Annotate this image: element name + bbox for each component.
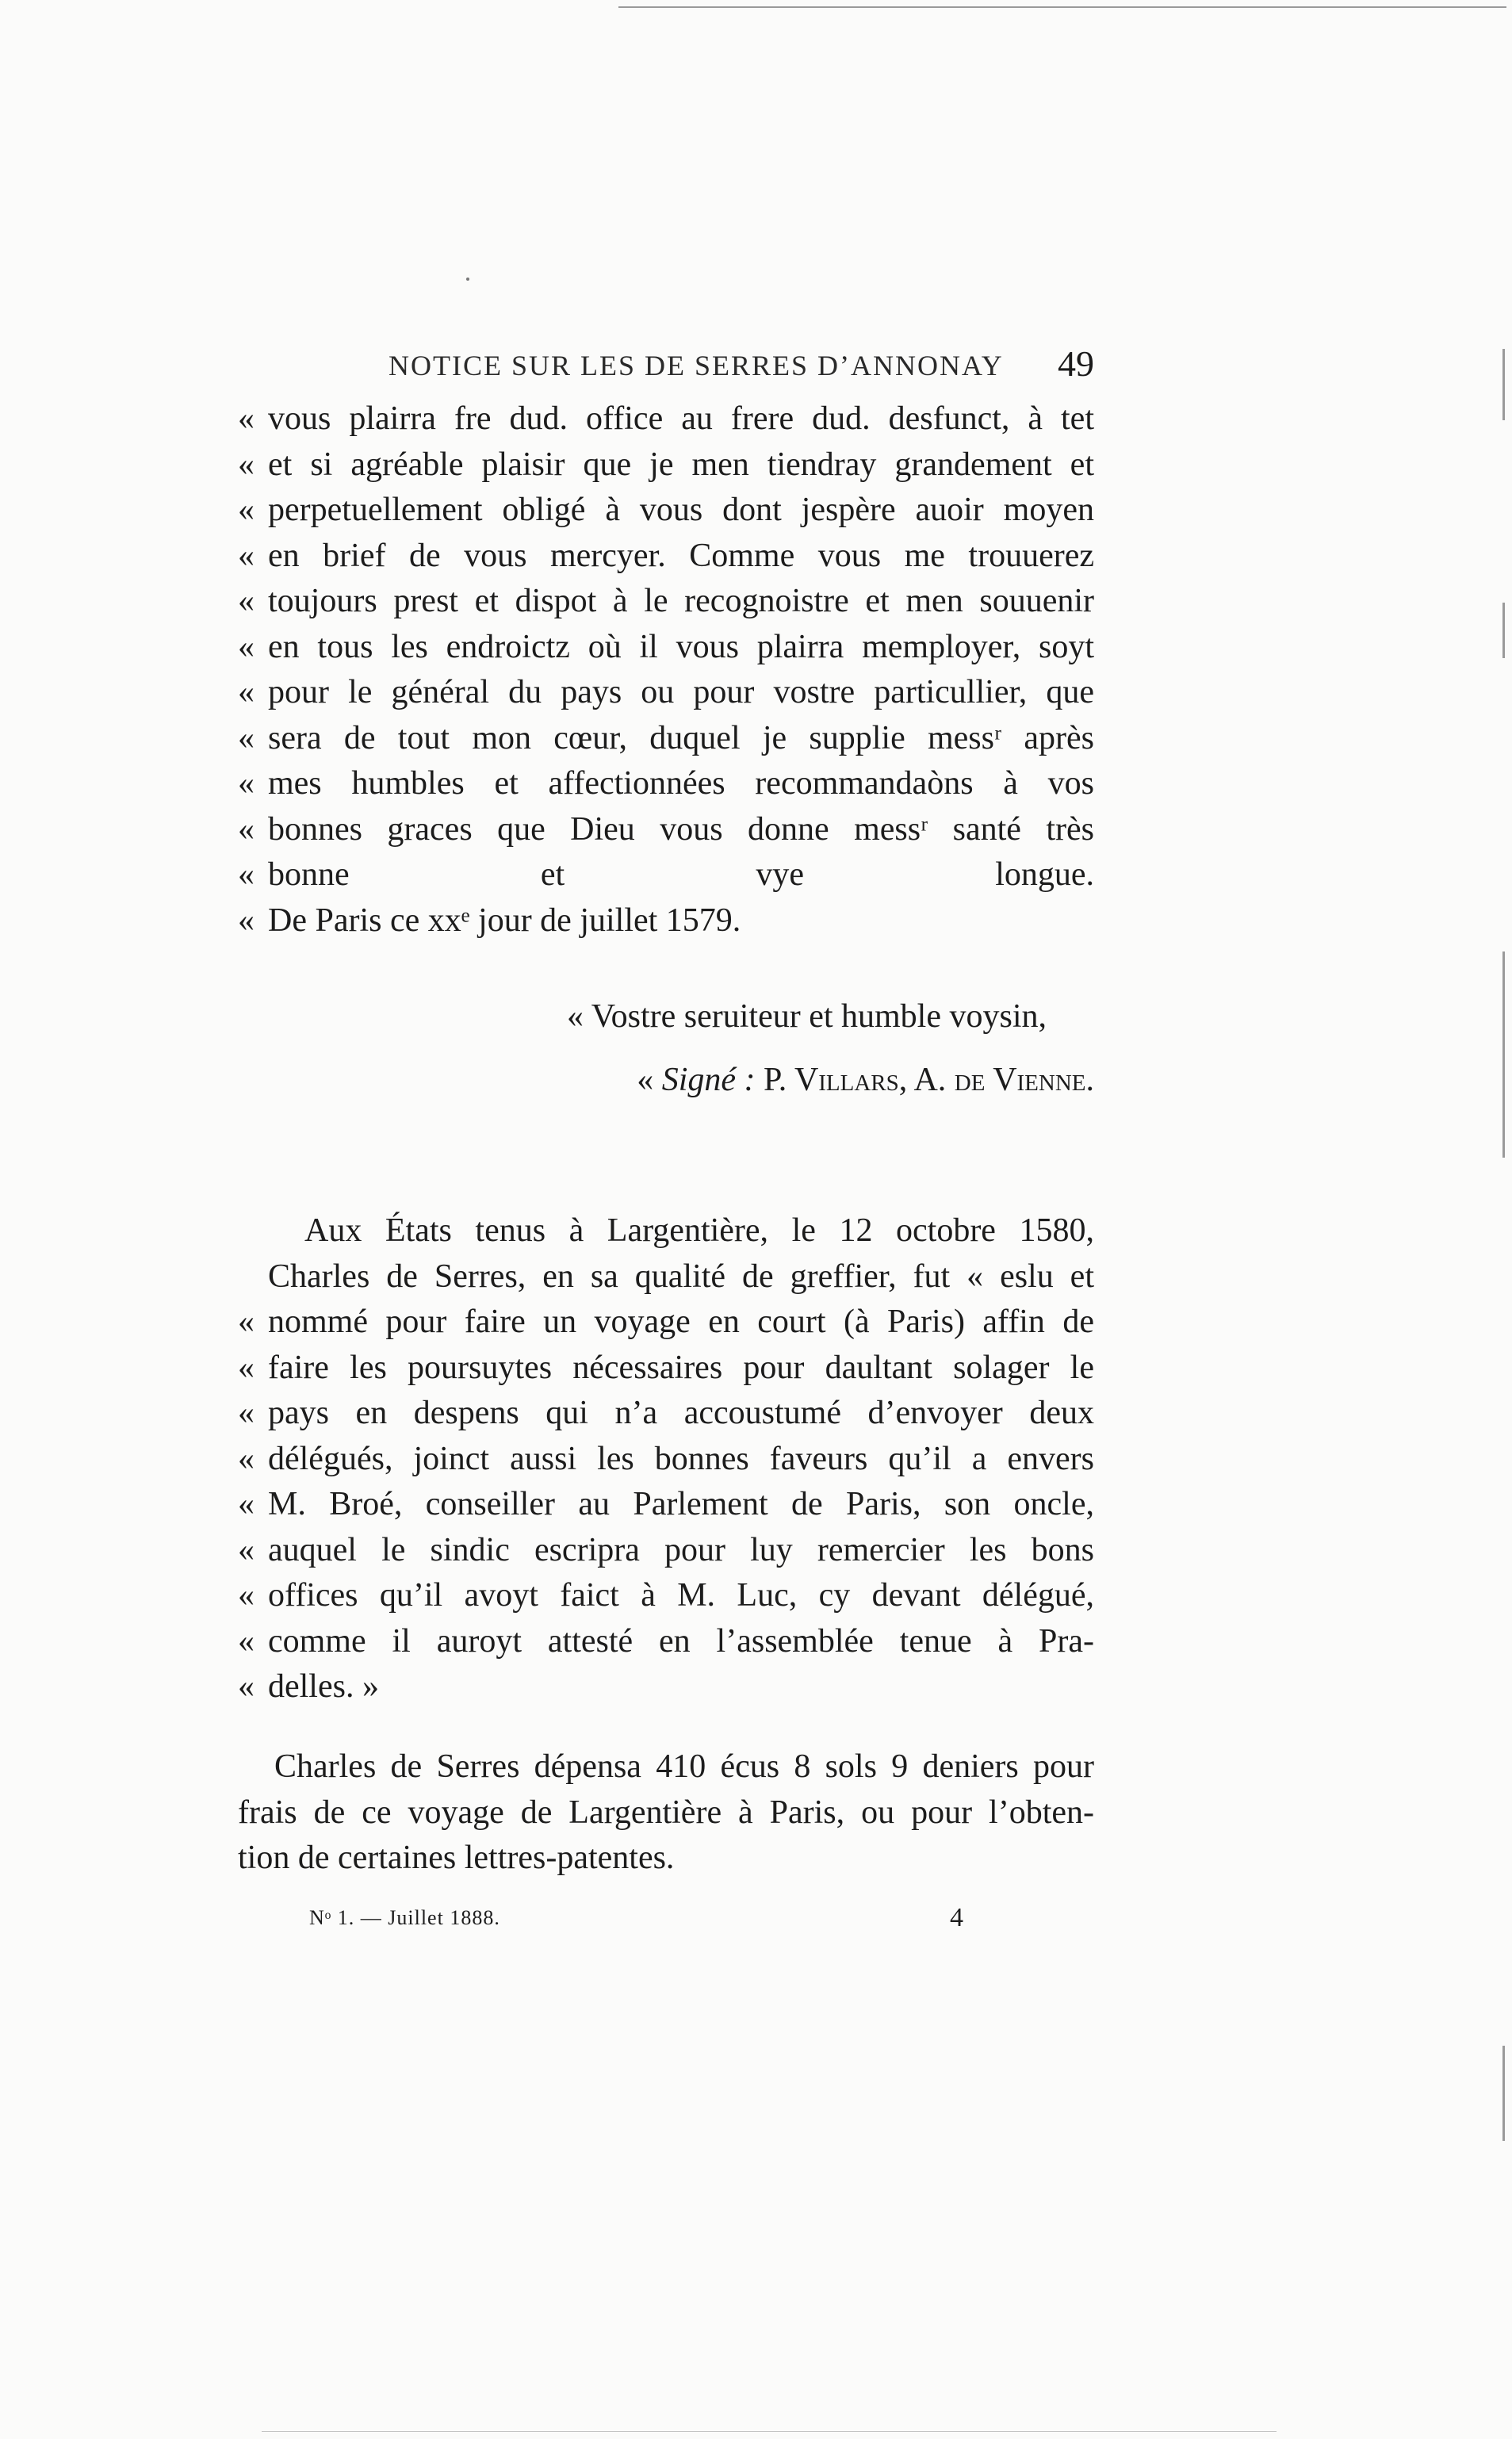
running-head-title: NOTICE SUR LES DE SERRES D’ANNONAY: [389, 350, 1004, 381]
quote-mark: «: [238, 1440, 255, 1477]
line-text: vous plairra fre dud. office au frere dud. desfunct, à tet: [268, 400, 1094, 437]
scan-right-edge-line: [1502, 951, 1505, 1158]
text-line: [238, 488, 1094, 534]
text-line: [238, 1437, 1094, 1483]
signatory-names: P. Villars, A. de Vienne.: [764, 1062, 1094, 1098]
text-line: [238, 1573, 1094, 1619]
scan-right-edge-line: [1502, 2046, 1505, 2141]
text-line: [238, 716, 1094, 762]
text-line: [238, 1664, 1094, 1710]
line-text: offices qu’il avoyt faict à M. Luc, cy devant délégué,: [268, 1577, 1094, 1614]
text-line: [238, 807, 1094, 853]
closing-formula: « Vostre seruiteur et humble voysin,: [566, 998, 1047, 1035]
scan-speck: [466, 278, 469, 281]
text-line: [238, 1528, 1094, 1574]
line-text: Charles de Serres, en sa qualité de greffier, fut « eslu et: [268, 1258, 1094, 1295]
text-line: [238, 1790, 1094, 1836]
signature-mark: 4: [950, 1903, 963, 1932]
line-text: perpetuellement obligé à vous dont jespère auoir moyen: [268, 492, 1094, 528]
line-text: faire les poursuytes nécessaires pour daultant solager le: [268, 1349, 1094, 1386]
text-line: [238, 1744, 1094, 1790]
line-text: Charles de Serres dépensa 410 écus 8 sols 9 deniers pour: [274, 1748, 1094, 1785]
signature-label: Signé :: [661, 1062, 756, 1098]
text-line: [238, 670, 1094, 716]
line-text: bonne et vye longue.: [268, 856, 1094, 893]
text-line: [238, 579, 1094, 625]
quote-mark: «: [238, 1486, 255, 1522]
text-line: [238, 534, 1094, 580]
line-text: pays en despens qui n’a accoustumé d’envoyer deux: [268, 1395, 1094, 1431]
line-text: tion de certaines lettres-patentes.: [238, 1840, 675, 1876]
paragraph-etats-largentiere: [238, 1208, 1094, 1710]
text-line: [238, 898, 1094, 944]
text-line: [238, 1391, 1094, 1437]
line-text: pour le général du pays ou pour vostre particullier, que: [268, 674, 1094, 710]
scan-top-rule: [618, 6, 1506, 8]
line-text: et si agréable plaisir que je men tiendray grandement et: [268, 446, 1094, 483]
text-line: [238, 1254, 1094, 1300]
text-line: [238, 1300, 1094, 1346]
quote-mark: «: [238, 492, 255, 528]
text-line: [238, 1619, 1094, 1665]
quote-mark: «: [238, 674, 255, 710]
quote-mark: «: [238, 1668, 255, 1705]
text-line: [238, 442, 1094, 488]
line-text: comme il auroyt attesté en l’assemblée tenue à Pra-: [268, 1622, 1094, 1660]
line-text: Aux États tenus à Largentière, le 12 octobre 1580,: [304, 1212, 1094, 1249]
scan-bottom-rule: [262, 2431, 1277, 2432]
quote-mark: «: [238, 765, 255, 802]
quote-mark: «: [238, 810, 255, 848]
line-text: toujours prest et dispot à le recognoistre et men souuenir: [268, 583, 1094, 619]
quote-mark: «: [238, 1577, 255, 1614]
line-text: sera de tout mon cœur, duquel je supplie messʳ après: [268, 719, 1094, 756]
text-line: [238, 1208, 1094, 1254]
quote-mark: «: [238, 400, 255, 437]
quote-mark: «: [238, 1304, 255, 1340]
line-text: en tous les endroictz où il vous plairra memployer, soyt: [268, 628, 1094, 665]
page-footer: [238, 1903, 1094, 1938]
quote-mark: «: [238, 583, 255, 619]
signature-quote-mark: «: [637, 1062, 654, 1098]
quote-mark: «: [238, 856, 255, 893]
quote-mark: «: [238, 1531, 255, 1568]
paragraph-depense: [238, 1744, 1094, 1882]
text-line: [238, 852, 1094, 898]
quote-mark: «: [238, 628, 255, 665]
letter-quotation: [238, 396, 1094, 944]
text-line: [238, 1836, 1094, 1882]
line-text: auquel le sindic escripra pour luy remercier les bons: [268, 1531, 1094, 1568]
text-line: [238, 396, 1094, 442]
quote-mark: «: [238, 537, 255, 574]
page-number: 49: [1058, 343, 1094, 384]
text-line: [238, 625, 1094, 671]
line-text: M. Broé, conseiller au Parlement de Paris, son oncle,: [268, 1486, 1094, 1522]
running-head: [238, 339, 1094, 395]
line-text: delles. »: [268, 1668, 379, 1705]
quote-mark: «: [238, 1349, 255, 1386]
quote-mark: «: [238, 719, 255, 756]
text-line: [238, 1482, 1094, 1528]
issue-note: Nᵒ 1. — Juillet 1888.: [309, 1906, 500, 1929]
line-text: bonnes graces que Dieu vous donne messʳ santé très: [268, 810, 1094, 848]
quote-mark: «: [238, 1622, 255, 1660]
quote-mark: «: [238, 1395, 255, 1431]
text-line: [238, 1346, 1094, 1392]
line-text: mes humbles et affectionnées recommandaòns à vos: [268, 765, 1094, 802]
quote-mark: «: [238, 902, 255, 939]
scan-right-edge-line: [1502, 349, 1505, 420]
scan-right-edge-line: [1502, 603, 1505, 658]
line-text: en brief de vous mercyer. Comme vous me trouuerez: [268, 537, 1094, 574]
line-text: nommé pour faire un voyage en court (à Paris) affin de: [268, 1304, 1094, 1340]
line-text: De Paris ce xxᵉ jour de juillet 1579.: [268, 902, 741, 939]
line-text: frais de ce voyage de Largentière à Paris, ou pour l’obten-: [238, 1794, 1094, 1831]
text-line: [238, 761, 1094, 807]
quote-mark: «: [238, 446, 255, 483]
line-text: délégués, joinct aussi les bonnes faveurs qu’il a envers: [268, 1440, 1094, 1477]
